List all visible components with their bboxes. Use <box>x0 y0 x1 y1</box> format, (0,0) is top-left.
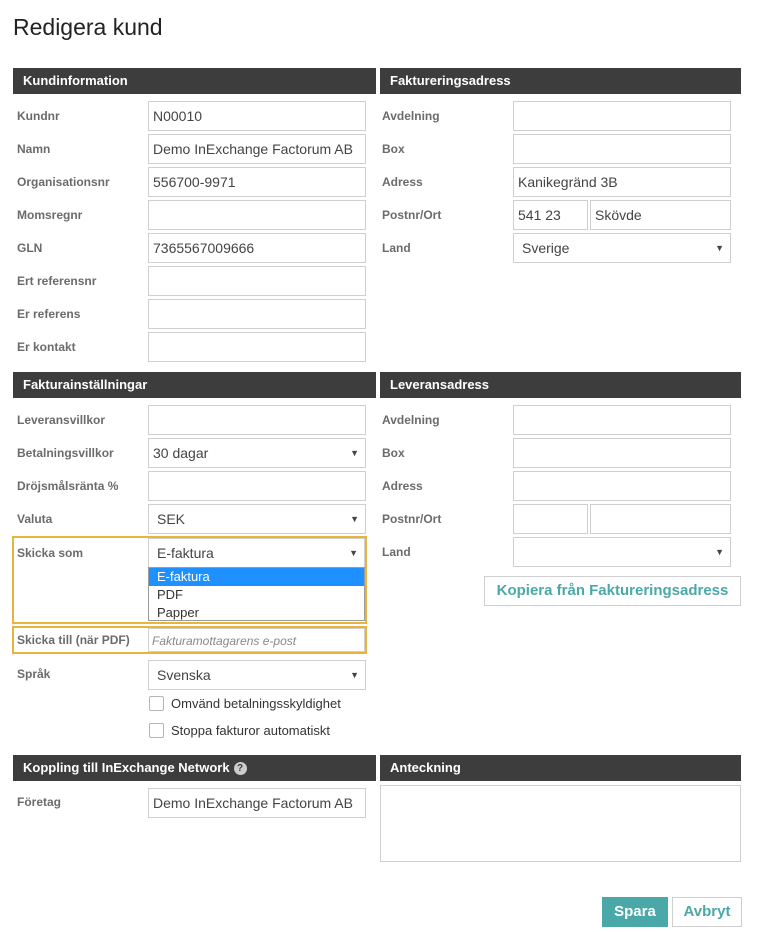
send-to-placeholder: Fakturamottagarens e-post <box>152 634 297 648</box>
delivery-terms-label: Leveransvillkor <box>17 413 106 427</box>
org-number-label: Organisationsnr <box>17 175 110 189</box>
language-label: Språk <box>17 667 51 681</box>
billing-country-label: Land <box>382 241 411 255</box>
delivery-department-label: Avdelning <box>382 413 440 427</box>
save-button[interactable]: Spara <box>602 897 668 927</box>
language-select[interactable] <box>148 660 366 690</box>
org-number-input[interactable]: 556700-9971 <box>148 167 366 197</box>
vat-number-label: Momsregnr <box>17 208 83 222</box>
billing-postal-label: Postnr/Ort <box>382 208 442 222</box>
delivery-box-input[interactable] <box>513 438 731 468</box>
delivery-country-label: Land <box>382 545 411 559</box>
your-ref-number-label: Ert referensnr <box>17 274 97 288</box>
name-input[interactable]: Demo InExchange Factorum AB <box>148 134 366 164</box>
delivery-city-input[interactable] <box>590 504 731 534</box>
billing-country-select[interactable] <box>513 233 731 263</box>
chevron-down-icon: ▼ <box>350 514 359 524</box>
payment-terms-select[interactable] <box>148 438 366 468</box>
send-as-select[interactable] <box>148 538 365 568</box>
reverse-charge-label: Omvänd betalningsskyldighet <box>171 695 341 711</box>
currency-value: SEK <box>157 511 186 527</box>
copy-from-billing-button[interactable]: Kopiera från Faktureringsadress <box>484 576 741 606</box>
send-as-value: E-faktura <box>157 545 214 561</box>
your-reference-input[interactable] <box>148 299 366 329</box>
payment-terms-label: Betalningsvillkor <box>17 446 114 460</box>
name-label: Namn <box>17 142 51 156</box>
send-to-input[interactable] <box>148 628 365 652</box>
send-to-label: Skicka till (när PDF) <box>17 633 130 647</box>
stop-invoices-checkbox[interactable] <box>149 723 164 738</box>
send-as-option-papper[interactable]: Papper <box>157 605 199 620</box>
currency-select[interactable] <box>148 504 366 534</box>
note-header: Anteckning <box>380 755 741 781</box>
delivery-address-label: Adress <box>382 479 423 493</box>
company-input[interactable]: Demo InExchange Factorum AB <box>148 788 366 818</box>
note-textarea[interactable] <box>380 785 741 862</box>
gln-input[interactable]: 7365567009666 <box>148 233 366 263</box>
help-icon[interactable]: ? <box>234 762 247 775</box>
billing-postal-code-input[interactable]: 541 23 <box>513 200 588 230</box>
send-as-option-pdf[interactable]: PDF <box>157 587 183 602</box>
company-label: Företag <box>17 795 62 809</box>
late-interest-label: Dröjsmålsränta % <box>17 479 119 493</box>
network-link-header <box>13 755 376 781</box>
customer-info-header: Kundinformation <box>13 68 376 94</box>
delivery-address-input[interactable] <box>513 471 731 501</box>
chevron-down-icon: ▼ <box>350 448 359 458</box>
delivery-address-header: Leveransadress <box>380 372 741 398</box>
chevron-down-icon: ▼ <box>349 548 358 558</box>
customer-number-label: Kundnr <box>17 109 60 123</box>
gln-label: GLN <box>17 241 43 255</box>
chevron-down-icon: ▼ <box>350 670 359 680</box>
billing-city-input[interactable]: Skövde <box>590 200 731 230</box>
page-title: Redigera kund <box>13 14 163 40</box>
stop-invoices-label: Stoppa fakturor automatiskt <box>171 722 330 738</box>
language-value: Svenska <box>157 667 211 683</box>
billing-box-input[interactable] <box>513 134 731 164</box>
delivery-terms-input[interactable] <box>148 405 366 435</box>
delivery-box-label: Box <box>382 446 405 460</box>
your-contact-label: Er kontakt <box>17 340 76 354</box>
delivery-country-select[interactable] <box>513 537 731 567</box>
chevron-down-icon: ▼ <box>715 547 724 557</box>
payment-terms-value: 30 dagar <box>153 445 209 461</box>
your-reference-label: Er referens <box>17 307 81 321</box>
send-as-dropdown-list <box>148 567 365 621</box>
billing-box-label: Box <box>382 142 405 156</box>
your-ref-number-input[interactable] <box>148 266 366 296</box>
send-as-option-e-faktura[interactable]: E-faktura <box>149 568 364 586</box>
send-as-label: Skicka som <box>17 546 84 560</box>
delivery-postal-label: Postnr/Ort <box>382 512 442 526</box>
billing-address-header: Faktureringsadress <box>380 68 741 94</box>
billing-department-label: Avdelning <box>382 109 440 123</box>
customer-number-input[interactable]: N00010 <box>148 101 366 131</box>
chevron-down-icon: ▼ <box>715 243 724 253</box>
network-link-title: Koppling till InExchange Network <box>23 760 230 775</box>
billing-address-input[interactable]: Kanikegränd 3B <box>513 167 731 197</box>
late-interest-input[interactable] <box>148 471 366 501</box>
billing-department-input[interactable] <box>513 101 731 131</box>
stop-invoices-row[interactable] <box>149 721 330 739</box>
delivery-department-input[interactable] <box>513 405 731 435</box>
vat-number-input[interactable] <box>148 200 366 230</box>
reverse-charge-row[interactable] <box>149 694 341 712</box>
billing-address-label: Adress <box>382 175 423 189</box>
reverse-charge-checkbox[interactable] <box>149 696 164 711</box>
billing-country-value: Sverige <box>522 240 570 256</box>
invoice-settings-header: Fakturainställningar <box>13 372 376 398</box>
your-contact-input[interactable] <box>148 332 366 362</box>
currency-label: Valuta <box>17 512 53 526</box>
cancel-button[interactable]: Avbryt <box>672 897 742 927</box>
delivery-postal-code-input[interactable] <box>513 504 588 534</box>
